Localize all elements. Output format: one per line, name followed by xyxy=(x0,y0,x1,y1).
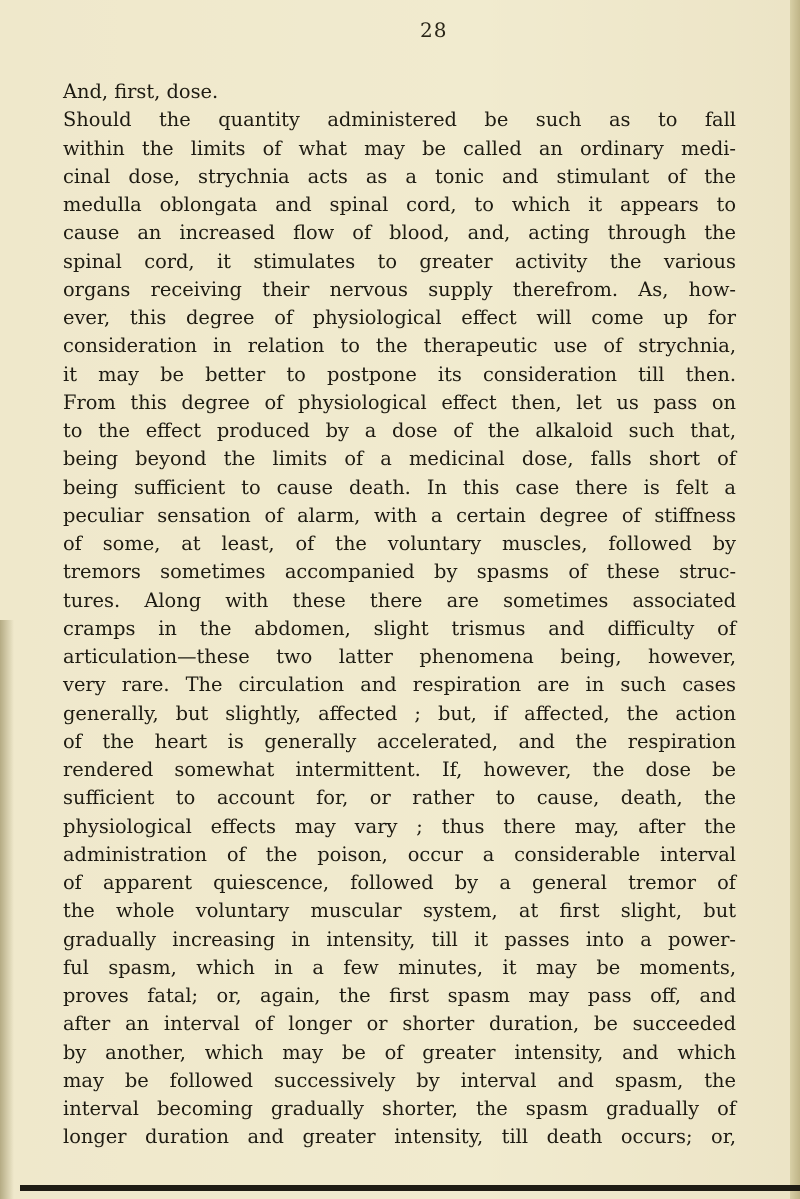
text-line: of some, at least, of the voluntary muscles, followed by xyxy=(63,532,736,555)
text-line: administration of the poison, occur a considerable interval xyxy=(63,842,736,866)
text-line: may be followed successively by interval and spasm, the xyxy=(63,1068,736,1092)
text-line: of the heart is generally accelerated, and the respiration xyxy=(63,729,736,753)
text-line: ful spasm, which in a few minutes, it may be moments, xyxy=(63,955,736,979)
page-edge xyxy=(790,0,800,1199)
text-line: From this degree of physiological effect then, let us pass on xyxy=(63,390,736,414)
text-line: physiological effects may vary ; thus there may, after the xyxy=(63,814,736,838)
text-line: gradually increasing in intensity, till it passes into a power- xyxy=(63,927,736,951)
text-line: longer duration and greater intensity, till death occurs; or, xyxy=(63,1125,736,1149)
text-line: peculiar sensation of alarm, with a certain degree of stiffness xyxy=(63,503,736,527)
text-line: the whole voluntary muscular system, at first slight, but xyxy=(63,899,736,923)
text-line: articulation—these two latter phenomena being, however, xyxy=(63,645,736,668)
text-line: Should the quantity administered be such as to fall xyxy=(63,108,736,132)
bottom-rule xyxy=(20,1185,800,1191)
text-line: being sufficient to cause death. In this case there is felt a xyxy=(63,475,736,499)
text-line: ever, this degree of physiological effect will come up for xyxy=(63,306,736,329)
text-line: tremors sometimes accompanied by spasms of these struc- xyxy=(63,560,736,584)
text-line: by another, which may be of greater intensity, and which xyxy=(63,1040,736,1064)
text-line: of apparent quiescence, followed by a general tremor of xyxy=(63,871,736,894)
text-line: spinal cord, it stimulates to greater activity the various xyxy=(63,249,736,273)
text-line: organs receiving their nervous supply therefrom. As, how- xyxy=(63,277,736,301)
text-line: sufficient to account for, or rather to cause, death, the xyxy=(63,786,736,810)
text-line: cause an increased flow of blood, and, acting through the xyxy=(63,221,736,245)
page-number: 28 xyxy=(420,18,448,42)
text-line: cramps in the abdomen, slight trismus and difficulty of xyxy=(63,616,736,640)
text-line: cinal dose, strychnia acts as a tonic and stimulant of the xyxy=(63,164,736,188)
text-line: it may be better to postpone its consideration till then. xyxy=(63,362,736,386)
text-line: being beyond the limits of a medicinal dose, falls short of xyxy=(63,447,736,471)
body-text xyxy=(63,78,736,1152)
text-line: generally, but slightly, affected ; but, if affected, the action xyxy=(63,701,736,725)
text-line: within the limits of what may be called an ordinary medi- xyxy=(63,136,736,160)
text-line: proves fatal; or, again, the first spasm may pass off, and xyxy=(63,984,736,1007)
text-line: medulla oblongata and spinal cord, to which it appears to xyxy=(63,193,736,216)
text-line: very rare. The circulation and respiration are in such cases xyxy=(63,673,736,697)
text-line: tures. Along with these there are sometimes associated xyxy=(63,588,736,612)
text-line: And, first, dose. xyxy=(63,80,219,103)
binding-shadow xyxy=(0,620,14,1199)
text-line: to the effect produced by a dose of the alkaloid such that, xyxy=(63,419,736,442)
text-line: interval becoming gradually shorter, the spasm gradually of xyxy=(63,1097,736,1120)
text-line: after an interval of longer or shorter duration, be succeeded xyxy=(63,1012,736,1036)
text-line: rendered somewhat intermittent. If, however, the dose be xyxy=(63,758,736,781)
text-line: consideration in relation to the therapeutic use of strychnia, xyxy=(63,334,736,358)
